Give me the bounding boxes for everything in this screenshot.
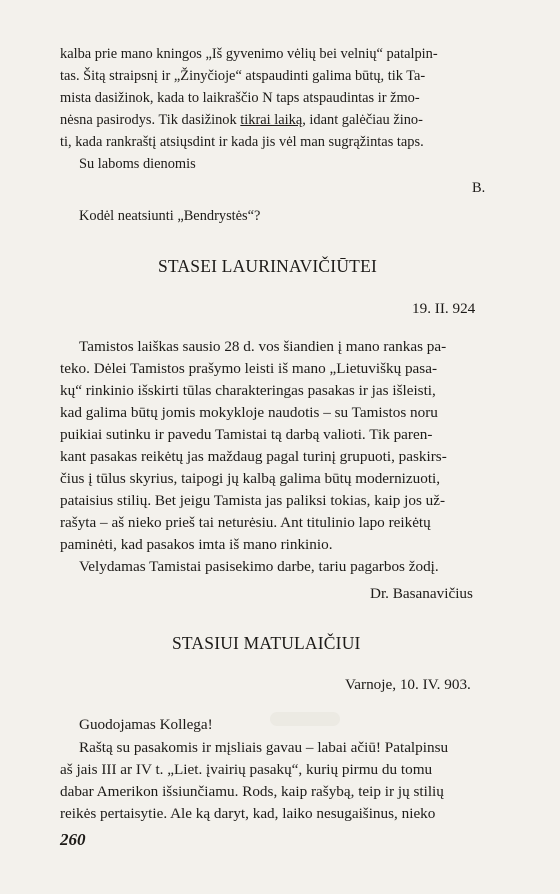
- letter1-line-4-start: nėsna pasirodys. Tik dasižinok: [60, 112, 237, 128]
- letter2-line-1: Tamistos laiškas sausio 28 d. vos šiandien į mano rankas pa-: [79, 338, 447, 355]
- letter1-line-4-end: , idant galėčiau žino-: [302, 112, 423, 128]
- letter3-line-2: aš jais III ar IV t. „Liet. įvairių pasakų“, kurių pirmu du tomu: [60, 761, 433, 778]
- letter1-line-4: [60, 111, 423, 129]
- letter1-line-5: ti, kada rankraštį atsiųsdint ir kada jis vėl man sugrąžintas taps.: [60, 134, 424, 150]
- letter1-closing: Su laboms dienomis: [79, 156, 196, 172]
- letter2-line-6: kant pasakas reikėtų jas maždaug pagal turinį grupuoti, paskirs-: [60, 448, 447, 465]
- letter3-heading: STASIUI MATULAIČIUI: [172, 633, 361, 653]
- letter2-line-11: Velydamas Tamistai pasisekimo darbe, tariu pagarbos žodį.: [79, 558, 439, 575]
- letter2-line-5: puikiai sutinku ir pavedu Tamistai tą darbą valioti. Tik paren-: [60, 426, 433, 443]
- letter2-date: 19. II. 924: [412, 300, 476, 317]
- underlined-phrase: tikrai laiką: [240, 112, 303, 128]
- letter1-signature: B.: [472, 180, 486, 196]
- letter1-line-3: mista dasižinok, kada to laikraščio N taps atspaudintas ir žmo-: [60, 90, 420, 106]
- letter3-date: Varnoje, 10. IV. 903.: [345, 676, 471, 693]
- letter2-line-9: rašyta – aš nieko prieš tai neturėsiu. Ant titulinio lapo reikėtų: [60, 514, 431, 531]
- letter3-line-1: Raštą su pasakomis ir mįsliais gavau – labai ačiū! Patalpinsu: [79, 739, 449, 756]
- letter3-line-4: reikės pertaisytie. Ale ką daryt, kad, laiko nesugaišinus, nieko: [60, 805, 436, 822]
- letter2-line-10: paminėti, kad pasakos imta iš mano rinkinio.: [60, 536, 333, 553]
- letter1-line-2: tas. Šitą straipsnį ir „Žinyčioje“ atspaudinti galima būtų, tik Ta-: [60, 68, 426, 84]
- letter2-line-3: kų“ rinkinio išskirti tūlas charakteringas pasakas ir jas išleisti,: [60, 382, 436, 399]
- letter3-line-3: dabar Amerikon išsiunčiamu. Rods, kaip rašybą, teip ir jų stilių: [60, 783, 444, 800]
- letter2-signature: Dr. Basanavičius: [370, 585, 473, 602]
- letter2-line-7: čius į tūlus skyrius, taipogi jų kalbą galima būtų modernizuoti,: [60, 470, 441, 487]
- paper-show-through: [270, 712, 340, 726]
- letter3-greeting: Guodojamas Kollega!: [79, 716, 213, 733]
- page-number: 260: [60, 830, 86, 849]
- letter2-line-4: kad galima būtų jomis mokykloje naudotis – su Tamistos noru: [60, 404, 438, 421]
- letter2-heading: STASEI LAURINAVIČIŪTEI: [158, 256, 377, 276]
- letter2-line-8: pataisius stilių. Bet jeigu Tamista jas paliksi tokias, kaip jos už-: [60, 492, 446, 509]
- letter1-line-1: kalba prie mano kningos „Iš gyvenimo vėlių bei velnių“ patalpin-: [60, 46, 438, 62]
- letter2-line-2: teko. Dėlei Tamistos prašymo leisti iš mano „Lietuviškų pasa-: [60, 360, 438, 377]
- letter1-postscript: Kodėl neatsiunti „Bendrystės“?: [79, 208, 261, 224]
